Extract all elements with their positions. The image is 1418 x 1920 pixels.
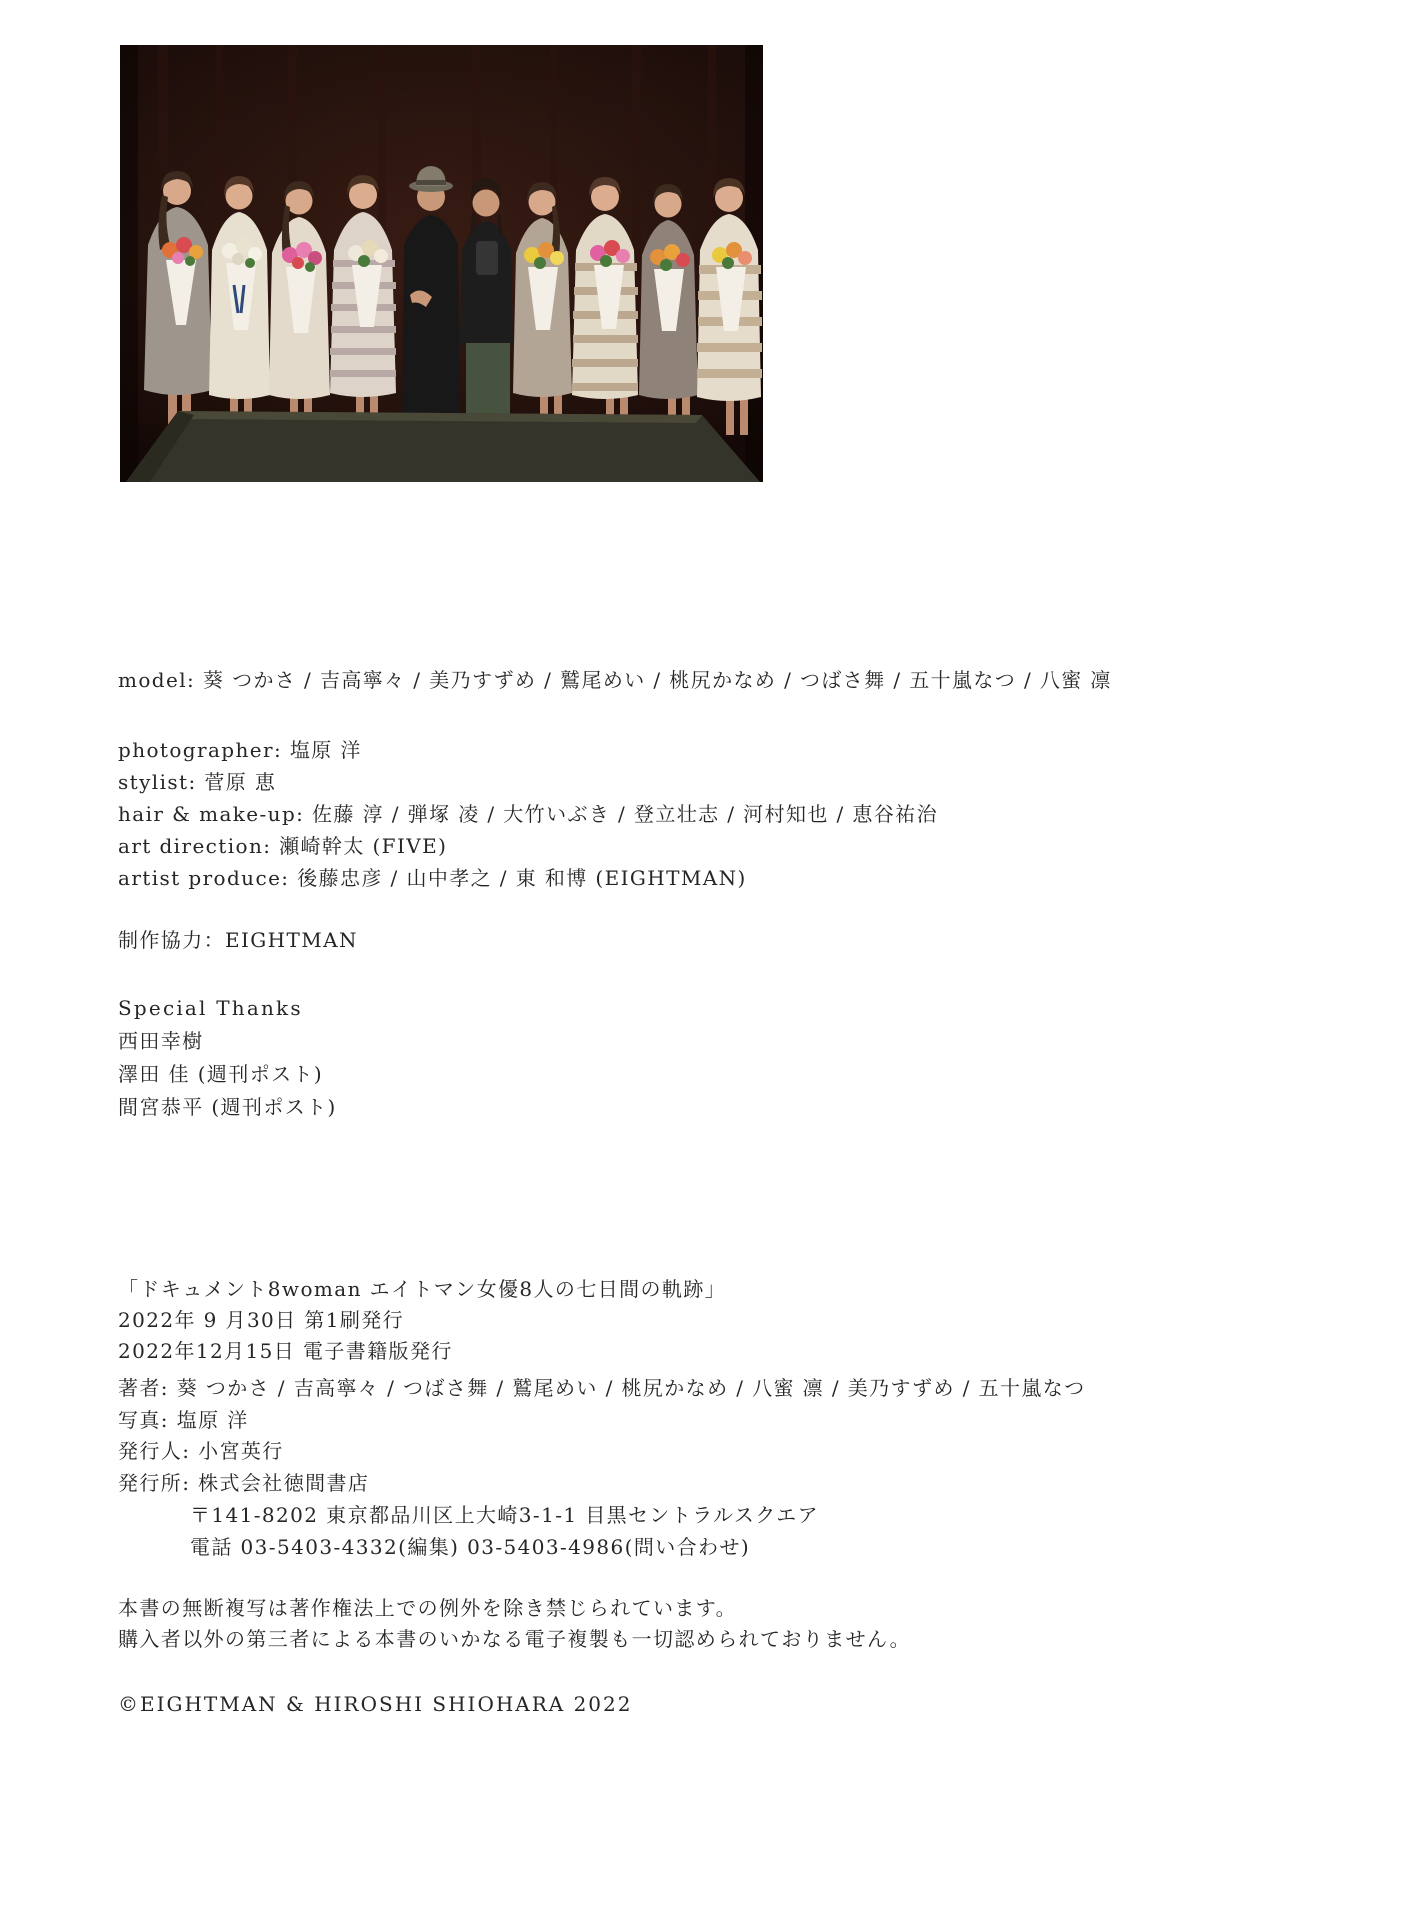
special-thanks-name: 間宮恭平 (週刊ポスト) — [118, 1095, 337, 1119]
special-thanks-name: 西田幸樹 — [118, 1029, 204, 1053]
colophon-info-line: 発行所: 株式会社徳間書店 — [118, 1470, 370, 1495]
staff-credit-line: art direction: 瀬崎幹太 (FIVE) — [118, 834, 448, 858]
address-line: 〒141-8202 東京都品川区上大崎3-1-1 目黒セントラルスクエア — [190, 1503, 820, 1527]
colophon-info-block — [118, 1373, 1086, 1499]
copyright-line: ©EIGHTMAN & HIROSHI SHIOHARA 2022 — [118, 1692, 633, 1716]
book-title-line: 「ドキュメント8woman エイトマン女優8人の七日間の軌跡」 — [118, 1277, 727, 1301]
colophon-info-line: 著者: 葵 つかさ / 吉高寧々 / つばさ舞 / 鷲尾めい / 桃尻かなめ / 八蜜 凛 / 美乃すずめ / 五十嵐なつ — [118, 1376, 1086, 1400]
staff-credit-line: photographer: 塩原 洋 — [118, 738, 362, 762]
colophon-info-line: 発行人: 小宮英行 — [118, 1439, 284, 1463]
phone-line: 電話 03-5403-4332(編集) 03-5403-4986(問い合わせ) — [190, 1535, 751, 1559]
publisher-address-block — [190, 1499, 819, 1563]
stage-group-photo-art — [120, 45, 763, 482]
special-thanks-name: 澤田 佳 (週刊ポスト) — [118, 1062, 324, 1086]
model-credit-line: model: 葵 つかさ / 吉高寧々 / 美乃すずめ / 鷲尾めい / 桃尻かなめ / つばさ舞 / 五十嵐なつ / 八蜜 凛 — [118, 668, 1112, 692]
edition-line: 2022年 9 月30日 第1刷発行 — [118, 1308, 405, 1332]
legal-line: 本書の無断複写は著作権法上での例外を除き禁じられています。 — [118, 1596, 737, 1620]
colophon-title-block — [118, 1274, 726, 1367]
legal-notice-block — [118, 1593, 911, 1655]
legal-line: 購入者以外の第三者による本書のいかなる電子複製も一切認められておりません。 — [118, 1627, 911, 1651]
colophon-info-line: 写真: 塩原 洋 — [118, 1407, 249, 1432]
staff-credits — [118, 734, 938, 894]
staff-credit-line: artist produce: 後藤忠彦 / 山中孝之 / 東 和博 (EIGHTMAN) — [118, 866, 747, 890]
production-credit-line: 制作協力：EIGHTMAN — [118, 928, 358, 952]
stage-group-photo — [120, 45, 763, 482]
stage-cover — [126, 411, 760, 482]
staff-credit-line: stylist: 菅原 恵 — [118, 770, 277, 794]
special-thanks — [118, 992, 337, 1124]
special-thanks-title: Special Thanks — [118, 996, 303, 1020]
staff-credit-line: hair & make-up: 佐藤 淳 / 弾塚 凌 / 大竹いぶき / 登立壮志 / 河村知也 / 恵谷祐治 — [118, 802, 939, 826]
edition-line: 2022年12月15日 電子書籍版発行 — [118, 1339, 453, 1363]
